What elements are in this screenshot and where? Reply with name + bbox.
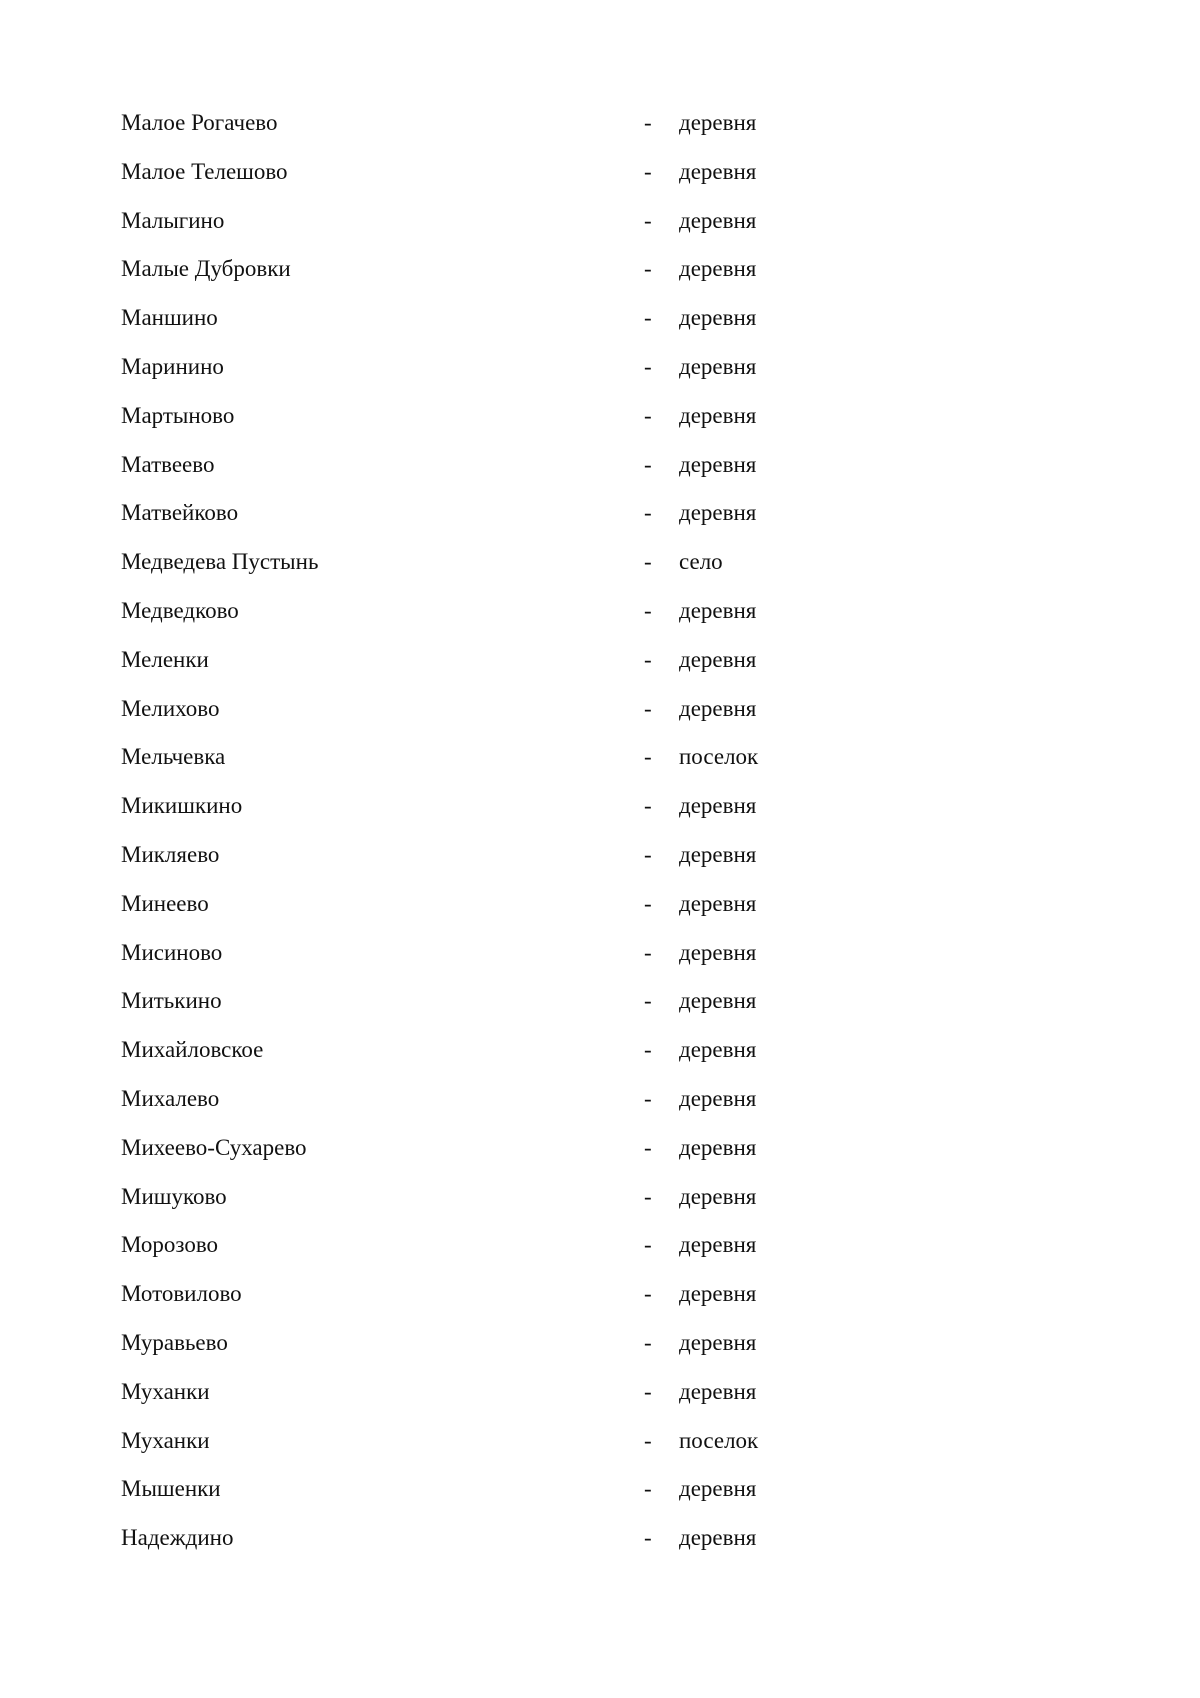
list-item: [121, 595, 921, 644]
separator-dash: -: [644, 1232, 652, 1258]
list-item: [121, 107, 921, 156]
settlement-name: Малые Дубровки: [121, 256, 291, 282]
settlement-type: деревня: [679, 1037, 757, 1063]
separator-dash: -: [644, 646, 652, 672]
settlement-type: деревня: [679, 500, 757, 526]
separator-dash: -: [644, 939, 652, 965]
settlement-type: деревня: [679, 1329, 757, 1355]
separator-dash: -: [644, 744, 652, 770]
list-item: [121, 1522, 921, 1571]
settlement-name: Микляево: [121, 841, 220, 867]
separator-dash: -: [644, 1525, 652, 1551]
settlement-name: Матвейково: [121, 500, 239, 526]
settlement-type: деревня: [679, 695, 757, 721]
separator-dash: -: [644, 1476, 652, 1502]
settlement-name: Малыгино: [121, 207, 225, 233]
settlement-type: деревня: [679, 1476, 757, 1502]
settlement-type: село: [679, 549, 723, 575]
settlement-type: деревня: [679, 1085, 757, 1111]
list-item: [121, 790, 921, 839]
separator-dash: -: [644, 110, 652, 135]
settlement-name: Медведева Пустынь: [121, 549, 319, 575]
settlement-type: деревня: [679, 1232, 757, 1258]
settlement-name: Мартыново: [121, 402, 235, 428]
separator-dash: -: [644, 1378, 652, 1404]
settlement-type: деревня: [679, 793, 757, 819]
settlement-name: Мишуково: [121, 1183, 227, 1209]
list-item: [121, 1181, 921, 1230]
settlement-type: деревня: [679, 110, 757, 135]
settlement-name: Минеево: [121, 890, 209, 916]
list-item: [121, 1473, 921, 1522]
separator-dash: -: [644, 793, 652, 819]
settlement-name: Мышенки: [121, 1476, 221, 1502]
settlement-list: [121, 107, 921, 1571]
settlement-name: Маншино: [121, 305, 218, 331]
separator-dash: -: [644, 1134, 652, 1160]
list-item: [121, 741, 921, 790]
settlement-type: деревня: [679, 890, 757, 916]
settlement-type: деревня: [679, 939, 757, 965]
separator-dash: -: [644, 451, 652, 477]
settlement-name: Надеждино: [121, 1525, 234, 1551]
settlement-name: Малое Рогачево: [121, 110, 278, 135]
settlement-name: Мелихово: [121, 695, 220, 721]
settlement-type: деревня: [679, 158, 757, 184]
list-item: [121, 205, 921, 254]
separator-dash: -: [644, 1427, 652, 1453]
settlement-name: Муханки: [121, 1427, 210, 1453]
separator-dash: -: [644, 597, 652, 623]
settlement-name: Маринино: [121, 353, 224, 379]
list-item: [121, 1376, 921, 1425]
settlement-name: Муравьево: [121, 1329, 228, 1355]
separator-dash: -: [644, 549, 652, 575]
separator-dash: -: [644, 207, 652, 233]
settlement-type: деревня: [679, 988, 757, 1014]
settlement-type: деревня: [679, 402, 757, 428]
separator-dash: -: [644, 1329, 652, 1355]
separator-dash: -: [644, 1281, 652, 1307]
settlement-type: поселок: [679, 744, 759, 770]
settlement-name: Мельчевка: [121, 744, 226, 770]
settlement-type: деревня: [679, 256, 757, 282]
separator-dash: -: [644, 695, 652, 721]
settlement-type: деревня: [679, 451, 757, 477]
list-item: [121, 985, 921, 1034]
list-item: [121, 302, 921, 351]
settlement-name: Меленки: [121, 646, 209, 672]
settlement-type: деревня: [679, 1183, 757, 1209]
settlement-name: Мисиново: [121, 939, 223, 965]
separator-dash: -: [644, 1085, 652, 1111]
settlement-type: деревня: [679, 1378, 757, 1404]
list-item: [121, 1229, 921, 1278]
settlement-name: Микишкино: [121, 793, 243, 819]
settlement-name: Малое Телешово: [121, 158, 288, 184]
list-item: [121, 644, 921, 693]
settlement-name: Михеево-Сухарево: [121, 1134, 307, 1160]
settlement-name: Матвеево: [121, 451, 215, 477]
settlement-name: Морозово: [121, 1232, 219, 1258]
settlement-type: деревня: [679, 597, 757, 623]
list-item: [121, 1278, 921, 1327]
settlement-type: деревня: [679, 1525, 757, 1551]
separator-dash: -: [644, 305, 652, 331]
list-item: [121, 1034, 921, 1083]
settlement-name: Мотовилово: [121, 1281, 242, 1307]
list-item: [121, 546, 921, 595]
settlement-name: Михайловское: [121, 1037, 264, 1063]
list-item: [121, 156, 921, 205]
separator-dash: -: [644, 353, 652, 379]
separator-dash: -: [644, 158, 652, 184]
settlement-type: деревня: [679, 305, 757, 331]
list-item: [121, 1132, 921, 1181]
separator-dash: -: [644, 1037, 652, 1063]
settlement-type: деревня: [679, 646, 757, 672]
list-item: [121, 839, 921, 888]
settlement-name: Муханки: [121, 1378, 210, 1404]
settlement-type: деревня: [679, 1281, 757, 1307]
list-item: [121, 253, 921, 302]
list-item: [121, 888, 921, 937]
list-item: [121, 1327, 921, 1376]
separator-dash: -: [644, 988, 652, 1014]
list-item: [121, 497, 921, 546]
list-item: [121, 1083, 921, 1132]
separator-dash: -: [644, 841, 652, 867]
list-item: [121, 400, 921, 449]
settlement-type: деревня: [679, 207, 757, 233]
settlement-type: поселок: [679, 1427, 759, 1453]
settlement-name: Митькино: [121, 988, 222, 1014]
settlement-name: Михалево: [121, 1085, 220, 1111]
separator-dash: -: [644, 256, 652, 282]
list-item: [121, 937, 921, 986]
separator-dash: -: [644, 890, 652, 916]
settlement-type: деревня: [679, 353, 757, 379]
list-item: [121, 449, 921, 498]
list-item: [121, 693, 921, 742]
settlement-name: Медведково: [121, 597, 239, 623]
settlement-type: деревня: [679, 841, 757, 867]
separator-dash: -: [644, 500, 652, 526]
list-item: [121, 1425, 921, 1474]
list-item: [121, 351, 921, 400]
settlement-type: деревня: [679, 1134, 757, 1160]
separator-dash: -: [644, 402, 652, 428]
separator-dash: -: [644, 1183, 652, 1209]
